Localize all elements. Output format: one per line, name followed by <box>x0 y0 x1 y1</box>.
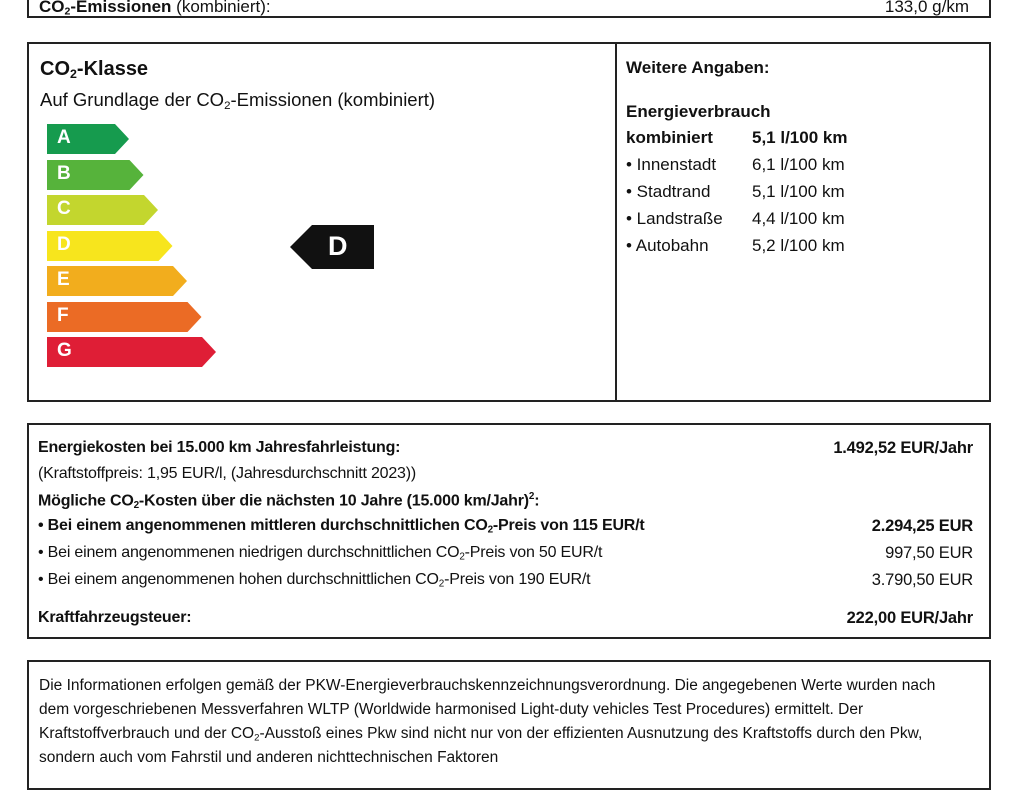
weitere-angaben: Weitere Angaben: Energieverbrauch kombiniert 5,1 l/100 km • Innenstadt 6,1 l/100 km • Stadtrand 5,1 l/100 km • Landstraße 4,4 l/100 km • Autobahn 5,2 l/100 km <box>626 58 848 255</box>
energy-costs-label: Energiekosten bei 15.000 km Jahresfahrleistung: <box>38 439 401 456</box>
co2-costs-heading: Mögliche $CO_2$-Kosten über die nächsten 10 Jahre (15.000 km/Jahr)$^2$: <box>38 491 540 511</box>
vehicle-tax-label: Kraftfahrzeugsteuer: <box>38 609 192 626</box>
co2-emissions-label: $CO_2$-Emissionen (kombiniert): <box>39 0 271 18</box>
fuel-price-row <box>38 465 973 489</box>
co2-class-box <box>27 42 991 402</box>
divider <box>615 44 617 400</box>
efficiency-bar-letter: B <box>57 162 71 184</box>
efficiency-bar-b <box>47 160 144 190</box>
fuel-price-note: (Kraftstoffpreis: 1,95 EUR/l, (Jahresdurchschnitt 2023)) <box>38 465 417 482</box>
efficiency-bar-letter: E <box>57 269 70 290</box>
costs-box <box>27 423 991 639</box>
selected-class-marker <box>290 225 374 269</box>
efficiency-bar-a <box>47 124 129 154</box>
co2-cost-low-row: • Bei einem angenommenen niedrigen durchschnittlichen $CO_2$-Preis von 50 EUR/t 997,50 EUR <box>38 544 973 563</box>
efficiency-bar-g <box>47 337 216 367</box>
co2-emissions-box <box>27 0 991 18</box>
efficiency-bar-f <box>47 302 202 332</box>
co2-class-title: $CO_2$-Klasse <box>40 58 149 82</box>
co2-cost-mid-value: 2.294,25 EUR <box>871 517 973 535</box>
energy-costs-value: 1.492,52 EUR/Jahr <box>833 439 973 457</box>
efficiency-bar-letter: G <box>57 340 72 361</box>
energy-costs-row <box>38 439 973 463</box>
energy-consumption-title: Energieverbrauch <box>626 102 771 121</box>
efficiency-bar-letter: F <box>57 304 69 326</box>
efficiency-bar-letter: A <box>57 127 71 148</box>
vehicle-tax-value: 222,00 EUR/Jahr <box>846 609 973 627</box>
co2-emissions-value: 133,0 g/km <box>884 0 969 16</box>
notes-text: Die Informationen erfolgen gemäß der PKW-Energieverbrauchskennzeichnungsverordnung. Die angegebenen Werte wurden nach dem vorgeschriebenen Messverfahren WLTP (Worldwide harmonised Light-duty vehicles Test Procedures) ermittelt. Der Kraftstoffverbrauch und der $CO_2$-Ausstoß eines Pkw sind nicht nur von der effizienten Ausnutzung des Kraftstoffs durch den Pkw, sondern auch vom Fahrstil und anderen nichttechnischen Faktoren <box>39 677 936 766</box>
efficiency-bar-letter: C <box>57 198 71 219</box>
efficiency-bar-d <box>47 231 173 261</box>
efficiency-bar-letter: D <box>57 233 71 255</box>
efficiency-bar-c <box>47 195 158 225</box>
vehicle-tax-row <box>38 609 973 633</box>
co2-cost-high-row: • Bei einem angenommenen hohen durchschnittlichen $CO_2$-Preis von 190 EUR/t 3.790,50 EUR <box>38 571 973 590</box>
co2-cost-mid-row: • Bei einem angenommenen mittleren durchschnittlichen $CO_2$-Preis von 115 EUR/t 2.294,25 EUR <box>38 517 973 536</box>
efficiency-bar-e <box>47 266 187 296</box>
co2-cost-low-value: 997,50 EUR <box>885 544 973 562</box>
notes-box <box>27 660 991 790</box>
selected-class-letter: D <box>328 231 348 261</box>
co2-cost-high-value: 3.790,50 EUR <box>871 571 973 589</box>
co2-class-subtitle: Auf Grundlage der $CO_2$-Emissionen (kombiniert) <box>40 89 436 112</box>
weitere-angaben-title: Weitere Angaben: <box>626 58 770 77</box>
